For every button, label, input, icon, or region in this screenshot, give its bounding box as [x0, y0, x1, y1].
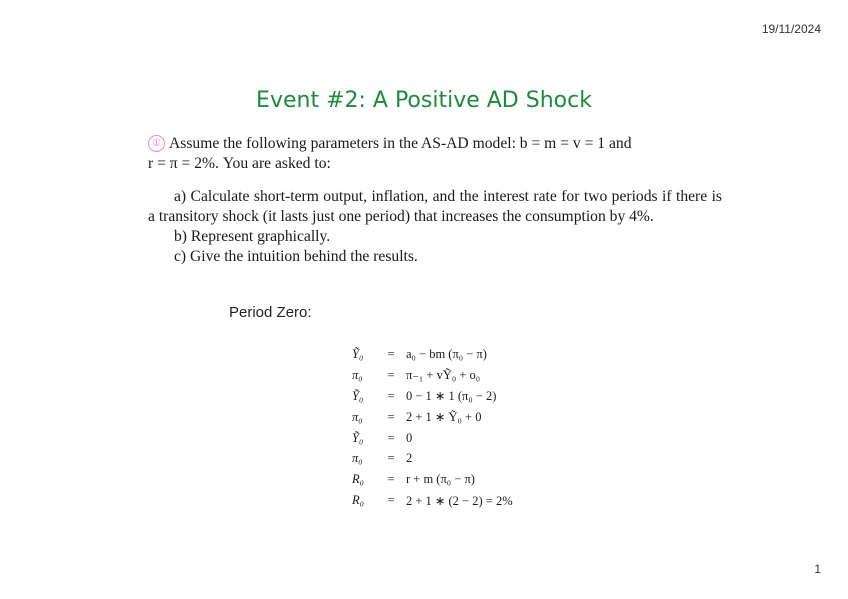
problem-part-b: b) Represent graphically.	[174, 228, 331, 245]
equation-row	[352, 469, 513, 490]
page-number: 1	[814, 562, 821, 576]
equation-row	[352, 448, 513, 469]
equation-rhs: 0	[406, 430, 413, 445]
equation-lhs: π₀	[352, 367, 363, 382]
equation-row	[352, 386, 513, 407]
equation-rhs: a₀ − bm (π₀ − π)	[406, 346, 487, 361]
intro-line-1-text: Assume the following parameters in the AS-AD model: b = m = v = 1 and	[169, 135, 632, 152]
problem-part-a: a) Calculate short-term output, inflation, and the interest rate for two periods if there is a transitory shock (it lasts just one period) that increases the consumption by 4%.	[148, 188, 722, 225]
equation-equals: =	[387, 472, 395, 487]
equation-equals: =	[387, 430, 395, 445]
equation-rhs: 2 + 1 ∗ (2 − 2) = 2%	[406, 493, 513, 508]
equation-equals: =	[387, 493, 395, 508]
slide-date: 19/11/2024	[761, 22, 821, 36]
equation-rhs: r + m (π₀ − π)	[406, 472, 475, 487]
equation-rhs: π₋₁ + vỸ₀ + o₀	[406, 368, 481, 383]
equation-equals: =	[387, 388, 395, 403]
equation-rhs: 2 + 1 ∗ Ỹ₀ + 0	[406, 410, 482, 425]
equation-row	[352, 428, 513, 449]
equation-lhs: R₀	[352, 493, 364, 508]
pen-annotation-marker: ①	[148, 135, 165, 152]
equation-equals: =	[387, 367, 395, 382]
equation-row	[352, 344, 513, 365]
equation-lhs: Ỹ₀	[352, 346, 364, 361]
problem-statement	[148, 134, 722, 267]
equation-equals: =	[387, 346, 395, 361]
equation-equals: =	[387, 409, 395, 424]
slide-title: Event #2: A Positive AD Shock	[256, 88, 592, 113]
equation-row	[352, 490, 513, 511]
equation-row	[352, 365, 513, 386]
equation-row	[352, 407, 513, 428]
equation-lhs: Ỹ₀	[352, 430, 364, 445]
equation-lhs: Ỹ₀	[352, 388, 364, 403]
equation-lhs: π₀	[352, 409, 363, 424]
equation-lhs: R₀	[352, 472, 364, 487]
problem-intro-line-2: r = π = 2%. You are asked to:	[148, 155, 331, 172]
period-zero-label: Period Zero:	[229, 304, 312, 321]
problem-part-c: c) Give the intuition behind the results.	[174, 248, 418, 265]
equation-lhs: π₀	[352, 451, 363, 466]
equation-rhs: 2	[406, 451, 413, 466]
equation-block	[352, 344, 513, 511]
equation-rhs: 0 − 1 ∗ 1 (π₀ − 2)	[406, 389, 497, 404]
problem-intro-line-1	[148, 134, 722, 154]
equation-equals: =	[387, 451, 395, 466]
